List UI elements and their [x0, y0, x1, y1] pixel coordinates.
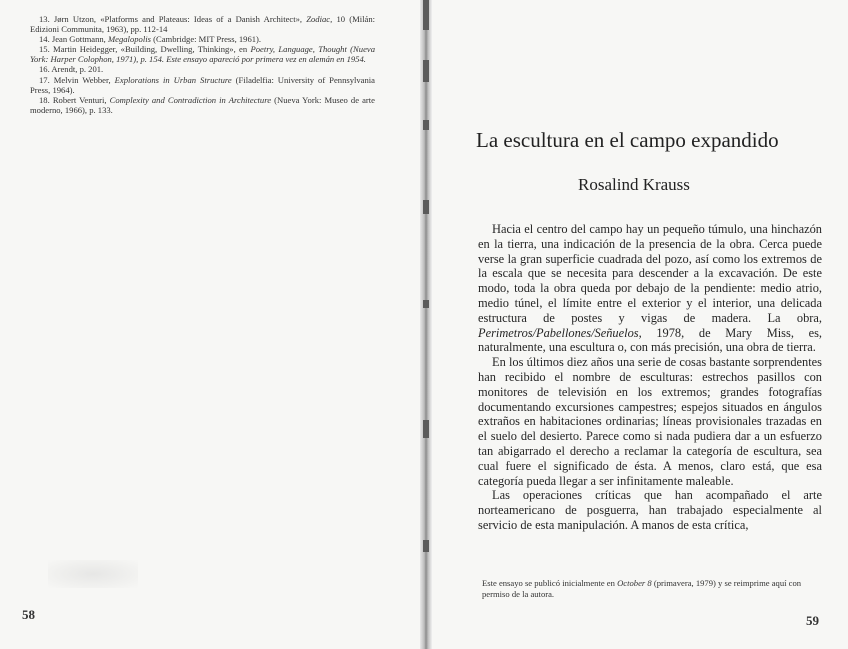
endnote — [30, 64, 375, 74]
body-text: Las operaciones críticas que han acompañado el arte norteamericano de posguerra, han trabajado especialmente al servicio de esta manipulación. A manos de esta crítica, — [478, 488, 822, 532]
body-text: En los últimos diez años una serie de cosas bastante sorprendentes han recibido el nombre de esculturas: estrechos pasillos con monitores de televisión en los extremos; grandes fotografías documentando excursiones campestres; espejos situados en ángulos extraños en habitaciones ordinarias; líneas provisionales trazadas en el suelo del desierto. Parece como si nada pudiera dar a un esfuerzo tan abigarrado el derecho a reclamar la categoría de escultura, sea cual fuere el significado de ésta. A menos, claro está, que esa categoría pueda llegar a ser infinitamente maleable. — [478, 355, 822, 488]
chapter-body — [478, 222, 822, 533]
endnote-text: 13. Jørn Utzon, «Platforms and Plateaus: Ideas of a Danish Architect», — [39, 14, 307, 24]
endnote-italic: Zodiac, — [306, 14, 333, 24]
artwork-title: Perimetros/Pabellones/Señuelos, — [478, 325, 642, 340]
endnotes — [30, 14, 375, 115]
bleed-through-smudge — [48, 560, 138, 588]
endnote — [30, 44, 375, 64]
footnote-text: (primavera, 1979) y se reimprime aquí con permiso de la autora. — [482, 578, 802, 599]
body-paragraph — [478, 222, 822, 355]
endnote-italic: Poetry, Language, Thought (Nueva York: Harper Colophon, 1971), p. 154. Este ensayo apareció por primera vez en alemán en 1954. — [30, 44, 375, 65]
body-text: Hacia el centro del campo hay un pequeño túmulo, una hinchazón en la tierra, una indicación de la presencia de la obra. Cerca puede verse la gran superficie cuadrada del pozo, así como los extremos de la escala que se necesita para descender a la excavación. De este modo, toda la obra queda por debajo de la pendiente: medio atrio, medio túnel, el límite entre el exterior y el interior, una delicada estructura de postes y vigas de madera. La obra, — [478, 222, 822, 325]
endnote-italic: Complexity and Contradiction in Architecture — [109, 94, 272, 105]
endnote — [30, 75, 375, 95]
chapter-author: Rosalind Krauss — [578, 175, 690, 194]
endnote-text: 15. Martin Heidegger, «Building, Dwelling, Thinking», en — [39, 44, 251, 55]
endnote-text: (Filadelfia: University of Pennsylvania Press, 1964). — [30, 74, 375, 95]
gutter-shadow — [423, 0, 429, 30]
gutter-shadow — [423, 120, 429, 130]
footnote-text: Este ensayo se publicó inicialmente en — [482, 578, 618, 588]
chapter-title: La escultura en el campo expandido — [476, 128, 779, 152]
footnote-italic: October 8 — [617, 578, 652, 588]
gutter-shadow — [423, 60, 429, 82]
body-paragraph — [478, 488, 822, 532]
gutter-shadow — [423, 200, 429, 214]
endnote — [30, 14, 375, 34]
endnote — [30, 95, 375, 115]
endnote-text: 16. Arendt, p. 201. — [39, 64, 104, 75]
gutter-shadow — [423, 300, 429, 308]
page-number-left: 58 — [22, 607, 35, 622]
body-text: 1978, de Mary Miss, es, naturalmente, una escultura o, con más precisión, una obra de tierra. — [478, 325, 822, 355]
endnote-text: 17. Melvin Webber, — [39, 74, 115, 85]
endnote-text: (Cambridge: MIT Press, 1961). — [150, 34, 262, 45]
page-number-right: 59 — [806, 613, 819, 628]
endnote-italic: Megalopolis — [107, 34, 151, 45]
gutter-shadow — [423, 420, 429, 438]
endnote — [30, 34, 375, 44]
left-page — [0, 0, 420, 649]
book-gutter — [420, 0, 432, 649]
endnote-text: (Nueva York: Museo de arte moderno, 1966), p. 133. — [30, 94, 375, 115]
endnote-text: 10 (Milán: Edizioni Communita, 1963), pp. 112-14 — [30, 14, 375, 35]
endnote-italic: Explorations in Urban Structure — [114, 74, 232, 85]
body-paragraph — [478, 355, 822, 488]
source-footnote — [482, 578, 827, 599]
endnote-text: 14. Jean Gottmann, — [39, 34, 108, 45]
endnote-text: 18. Robert Venturi, — [39, 94, 110, 105]
gutter-shadow — [423, 540, 429, 552]
